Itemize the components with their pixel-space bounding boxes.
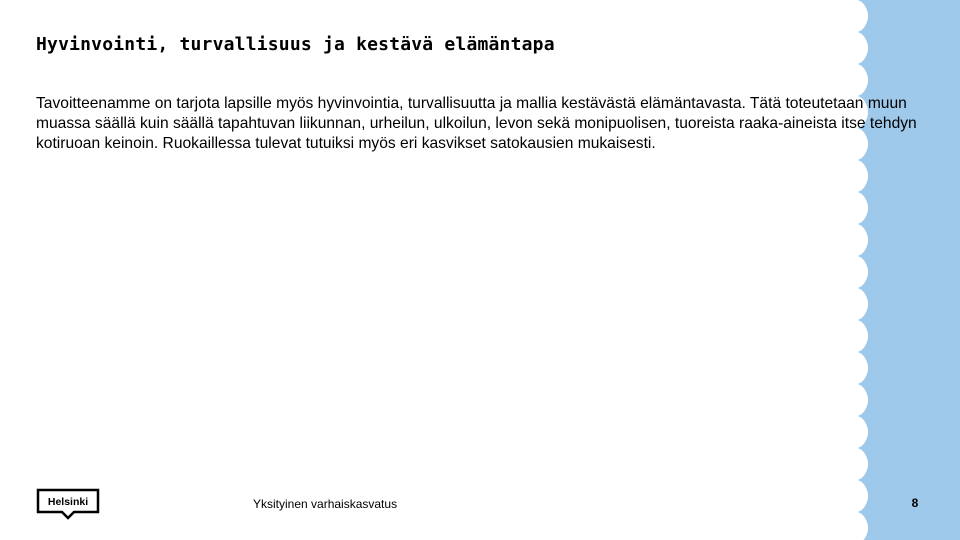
- logo-wordmark: Helsinki: [47, 496, 89, 508]
- slide-body-text: Tavoitteenamme on tarjota lapsille myös hyvinvointia, turvallisuutta ja mallia kestävästä elämäntavasta. Tätä toteutetaan muun muassa säällä kuin säällä tapahtuvan liikunnan, urheilun, ulkoilun, levon sekä monipuolisen, tuoreista raaka-aineista itse tehdyn kotiruoan keinoin. Ruokaillessa tulevat tutuiksi myös eri kasvikset satokausien mukaisesti.: [36, 95, 917, 152]
- footer-text: Yksityinen varhaiskasvatus: [253, 497, 398, 511]
- slide-title: Hyvinvointi, turvallisuus ja kestävä elämäntapa: [36, 34, 555, 55]
- page-number: 8: [911, 496, 919, 510]
- helsinki-logo: [36, 488, 100, 520]
- decorative-wave-band: [850, 0, 960, 540]
